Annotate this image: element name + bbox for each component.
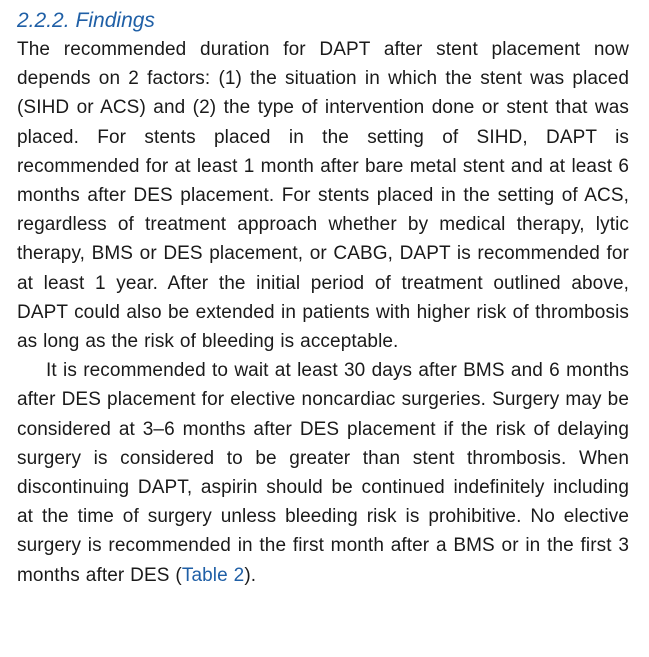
paragraph-1: The recommended duration for DAPT after stent placement now depends on 2 factors: (1) the situation in which the stent was placed (SIHD or ACS) and (2) the type of intervention done or stent that was placed. For stents placed in the setting of SIHD, DAPT is recommended for at least 1 month after bare metal stent and at least 6 months after DES placement. For stents placed in the setting of ACS, regardless of treatment approach whether by medical therapy, lytic therapy, BMS or DES placement, or CABG, DAPT is recommended for at least 1 year. After the initial period of treatment outlined above, DAPT could also be extended in patients with higher risk of thrombosis as long as the risk of bleeding is acceptable. xyxy=(17,39,629,353)
paragraph-2-end: ). xyxy=(244,564,257,586)
table-2-link[interactable]: Table 2 xyxy=(181,564,245,586)
article-section xyxy=(17,6,629,590)
paragraph-2-text: It is recommended to wait at least 30 days after BMS and 6 months after DES placement for elective noncardiac surgeries. Surgery may be considered at 3–6 months after DES placement if the risk of delaying surgery is considered to be greater than stent thrombosis. When discontinuing DAPT, aspirin should be continued indefinitely including at the time of surgery unless bleeding risk is prohibitive. No elective surgery is recommended in the first month after a BMS or in the first 3 months after DES ( xyxy=(17,360,629,586)
section-title: Findings xyxy=(75,9,155,32)
paragraph-2 xyxy=(17,356,629,590)
section-number: 2.2.2. xyxy=(17,9,70,32)
section-heading xyxy=(17,6,629,35)
